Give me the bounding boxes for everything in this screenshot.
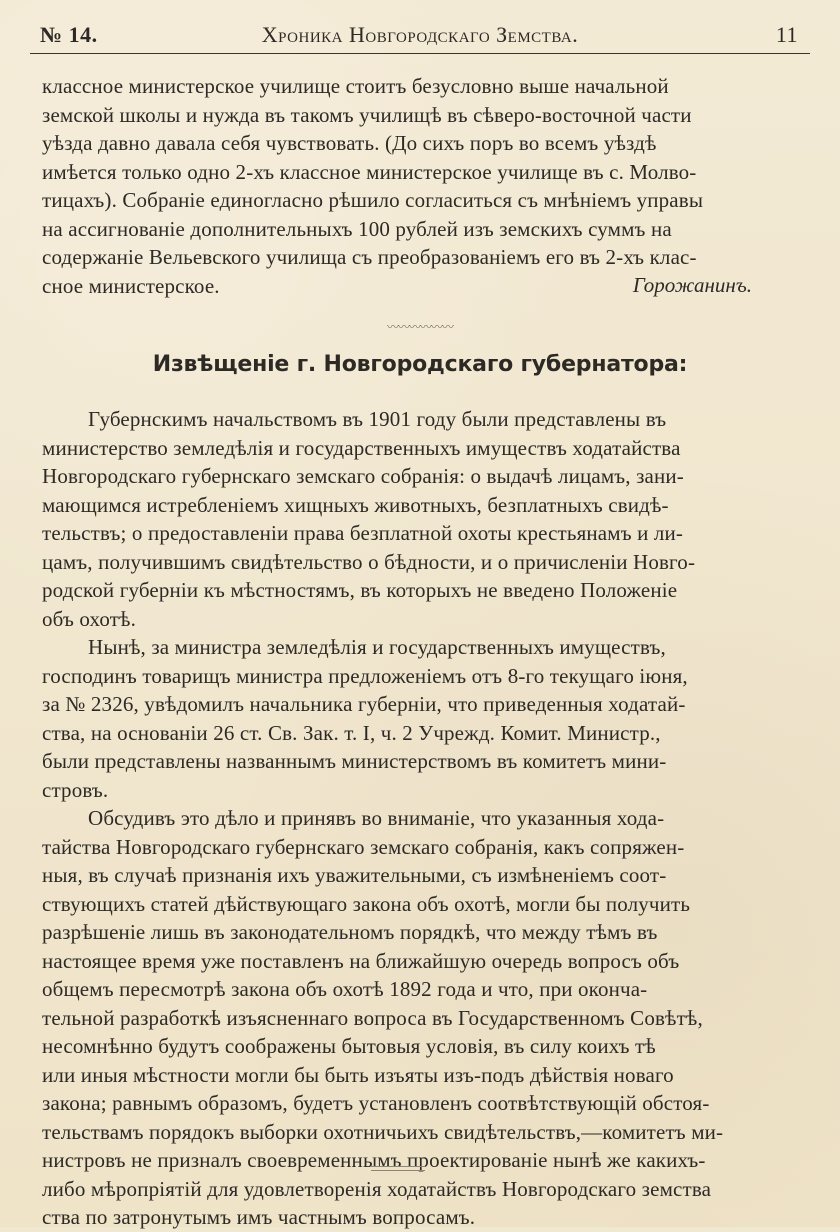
text-line: господинъ товарищъ министра предложеніемъ отъ 8-го текущаго іюня,: [42, 663, 688, 688]
text-line: сное министерское.: [42, 273, 220, 298]
signature: Горожанинъ.: [632, 273, 752, 297]
text-line: Губернскимъ начальствомъ въ 1901 году были представлены въ: [88, 407, 667, 431]
text-line: общемъ пересмотрѣ закона объ охотѣ 1892 года и что, при оконча-: [42, 977, 648, 1001]
text-line: цамъ, получившимъ свидѣтельство о бѣдности, и о причисленіи Новго-: [42, 549, 696, 574]
text-line: ныя, въ случаѣ признанія ихъ уважительными, съ измѣненіемъ соот-: [42, 863, 667, 887]
publication-title: Хроника Новгородскаго Земства.: [261, 22, 579, 47]
text-line: классное министерское училище стоитъ безусловно выше начальной: [42, 74, 669, 98]
page-header: [30, 18, 810, 52]
text-line: имѣется только одно 2-хъ классное министерское училище въ с. Молво-: [42, 159, 697, 184]
text-line: за № 2326, увѣдомилъ начальника губерніи, что приведенныя ходатай-: [42, 692, 686, 716]
text-line: министерство земледѣлія и государственныхъ имуществъ ходатайства: [42, 435, 681, 460]
text-line: содержаніе Вельевского училища съ преобразованіемъ его въ 2-хъ клас-: [42, 245, 697, 269]
text-line: Обсудивъ это дѣло и принявъ во вниманіе, что указанныя хода-: [88, 806, 665, 830]
text-line: тайства Новгородскаго губернскаго земскаго собранія, какъ сопряжен-: [42, 834, 685, 859]
header-rule: [30, 53, 810, 54]
text-line: Нынѣ, за министра земледѣлія и государственныхъ имуществъ,: [88, 635, 666, 659]
text-line: разрѣшеніе лишь въ законодательномъ порядкѣ, что между тѣмъ въ: [42, 920, 658, 944]
text-line: стровъ.: [42, 777, 109, 802]
text-line: земской школы и нужда въ такомъ училищѣ въ сѣверо-восточной части: [42, 102, 692, 127]
text-line: родской губерніи къ мѣстностямъ, въ которыхъ не введено Положеніе: [42, 578, 678, 602]
text-line: на ассигнованіе дополнительныхъ 100 рублей изъ земскихъ суммъ на: [42, 216, 672, 241]
text-line: настоящее время уже поставленъ на ближайшую очередь вопросъ объ: [42, 948, 680, 973]
text-line: были представлены названнымъ министерствомъ въ комитетъ мини-: [42, 749, 667, 773]
text-line: несомнѣнно будутъ соображены бытовыя условія, въ силу коихъ тѣ: [42, 1034, 656, 1058]
bottom-divider: [371, 1166, 425, 1171]
text-line: тельной разработкѣ изъясненнаго вопроса въ Государственномъ Совѣтѣ,: [42, 1005, 703, 1030]
text-line: уѣзда давно давала себя чувствовать. (До сихъ поръ во всемъ уѣздѣ: [42, 131, 657, 155]
text-line: или иныя мѣстности могли бы быть изъяты изъ-подъ дѣйствія новаго: [42, 1062, 674, 1087]
text-line: ства по затронутымъ имъ частнымъ вопросамъ.: [42, 1205, 476, 1229]
text-line: ства, на основаніи 26 ст. Св. Зак. т. I, ч. 2 Учрежд. Комит. Министр.,: [42, 720, 661, 745]
issue-number: № 14.: [40, 22, 98, 47]
text-line: нистровъ не призналъ своевременнымъ проектированіе нынѣ же какихъ-: [42, 1148, 706, 1172]
text-line: либо мѣропріятій для удовлетворенія ходатайствъ Новгородскаго земства: [42, 1176, 712, 1201]
text-line: мающимся истребленіемъ хищныхъ животныхъ, безплатныхъ свидѣ-: [42, 492, 669, 517]
text-line: тицахъ). Собраніе единогласно рѣшило согласиться съ мнѣніемъ управы: [42, 188, 704, 212]
page-number: 11: [775, 22, 798, 47]
text-line: тельствъ; о предоставленіи права безплатной охоты крестьянамъ и ли-: [42, 521, 684, 545]
text-line: тельствамъ порядокъ выборки охотничьихъ свидѣтельствъ,—комитетъ ми-: [42, 1119, 724, 1144]
intro-paragraph: [42, 72, 803, 300]
section-heading: Извѣщеніе г. Новгородскаго губернатора:: [152, 352, 688, 377]
text-line: закона; равнымъ образомъ, будетъ установленъ соотвѣтствующій обстоя-: [42, 1091, 710, 1115]
text-line: ствующихъ статей дѣйствующаго закона объ охотѣ, могли бы получить: [42, 891, 691, 916]
text-line: Новгородскаго губернскаго земскаго собранія: о выдачѣ лицамъ, зани-: [42, 464, 684, 488]
governor-notice-text: [42, 405, 803, 1232]
decorative-divider: 〰〰〰〰〰〰: [386, 320, 453, 334]
text-line: объ охотѣ.: [42, 606, 137, 631]
